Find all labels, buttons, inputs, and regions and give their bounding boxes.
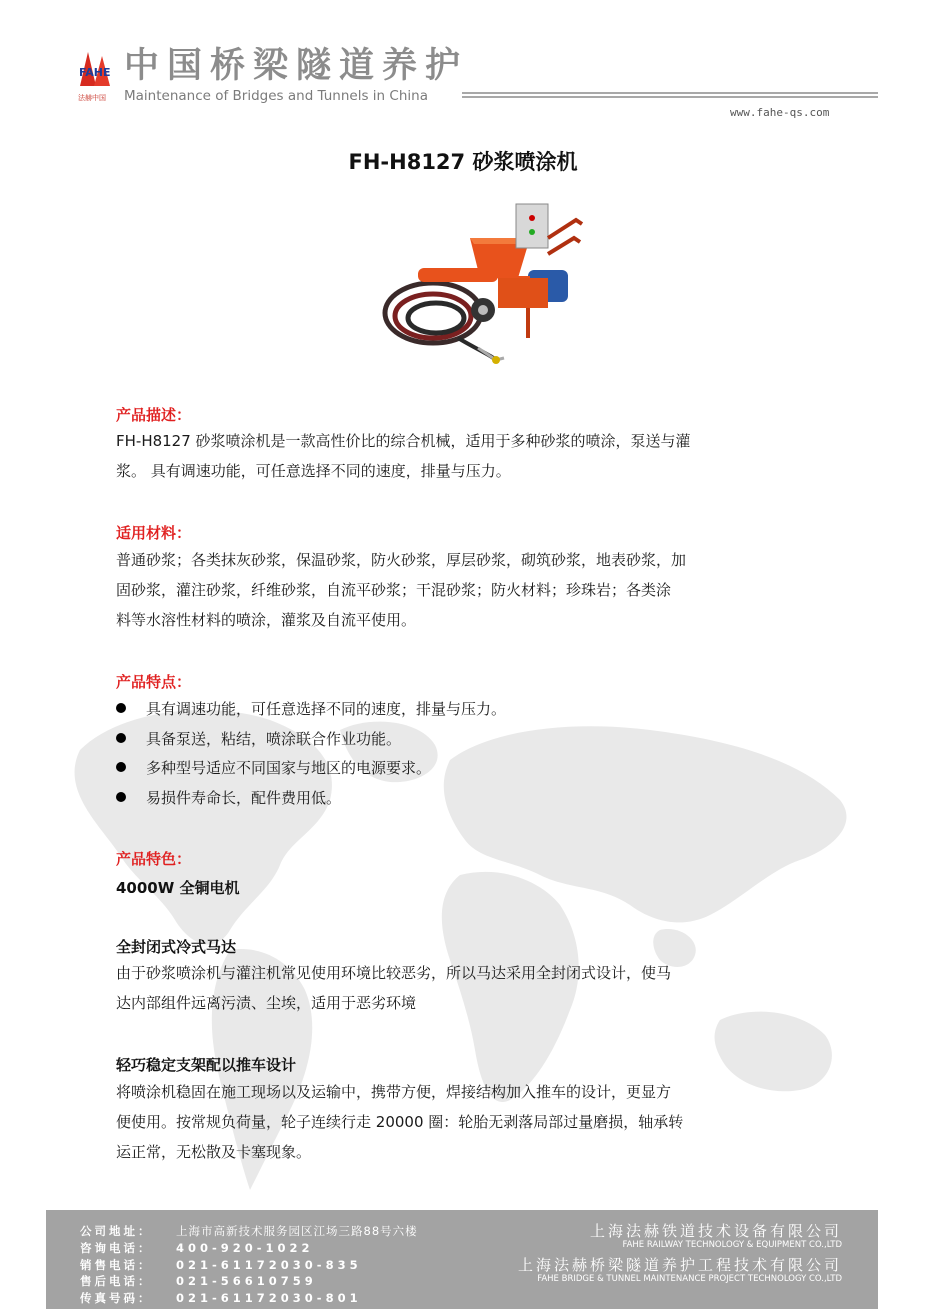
document-title: FH-H8127 砂浆喷涂机: [348, 150, 578, 174]
feature-item: 具有调速功能，可任意选择不同的速度，排量与压力。: [116, 699, 506, 719]
header-rule: [462, 92, 878, 102]
company-1-cn: 上海法赫铁道技术设备有限公司: [589, 1222, 842, 1240]
company-1: [590, 1222, 842, 1250]
cart-design-text: [116, 1077, 816, 1167]
materials-line: 料等水溶性材料的喷涂，灌浆及自流平使用。: [116, 611, 417, 629]
description-line: FH-H8127 砂浆喷涂机是一款高性价比的综合机械，适用于多种砂浆的喷涂，泵送与灌: [116, 432, 691, 450]
logo-sub: 法赫中国: [78, 94, 106, 102]
section-label-features: 产品特点：: [116, 673, 192, 691]
bullet-dot-icon: [116, 762, 126, 772]
sealed-line: 由于砂浆喷涂机与灌注机常见使用环境比较恶劣，所以马达采用全封闭式设计，使马: [116, 964, 672, 982]
bullet-dot-icon: [116, 703, 126, 713]
company-2-en: FAHE BRIDGE & TUNNEL MAINTENANCE PROJECT TECHNOLOGY CO.,LTD: [537, 1274, 842, 1284]
sealed-motor-text: [116, 958, 816, 1018]
company-2-cn: 上海法赫桥梁隧道养护工程技术有限公司: [517, 1256, 842, 1274]
footer-consult-phone: 咨询电话： 400-920-1022: [80, 1241, 314, 1255]
fahe-logo: [76, 46, 118, 104]
footer-fax: 传真号码： 021-61172030-801: [80, 1291, 362, 1305]
description-text: [116, 426, 816, 486]
motor-heading: 4000W 全铜电机: [116, 879, 240, 897]
cart-design-heading: 轻巧稳定支架配以推车设计: [116, 1056, 297, 1074]
feature-item: 易损件寿命长，配件费用低。: [116, 788, 341, 808]
header-title-cn: 中国桥梁隧道养护: [124, 46, 469, 86]
footer-sales-phone: 销售电话： 021-61172030-835: [80, 1258, 362, 1272]
footer-contact-bar: [46, 1210, 878, 1309]
mortar-sprayer-image: [378, 198, 588, 376]
website-url[interactable]: www.fahe-qs.com: [730, 106, 830, 119]
feature-item: 具备泵送，粘结，喷涂联合作业功能。: [116, 729, 401, 749]
materials-line: 普通砂浆；各类抹灰砂浆，保温砂浆，防火砂浆，厚层砂浆，砌筑砂浆，地表砂浆，加: [116, 551, 687, 569]
feature-item: 多种型号适应不同国家与地区的电源要求。: [116, 758, 431, 778]
sealed-motor-heading: 全封闭式冷式马达: [116, 938, 237, 956]
sealed-line: 达内部组件远离污渍、尘埃，适用于恶劣环境: [116, 994, 417, 1012]
materials-line: 固砂浆，灌注砂浆，纤维砂浆，自流平砂浆；干混砂浆；防火材料；珍珠岩；各类涂: [116, 581, 672, 599]
bullet-dot-icon: [116, 733, 126, 743]
bullet-dot-icon: [116, 792, 126, 802]
header-title-en: Maintenance of Bridges and Tunnels in China: [124, 88, 428, 104]
materials-text: [116, 545, 816, 635]
cart-line: 便使用。按常规负荷量，轮子连续行走 20000 圈：轮胎无剥落局部过量磨损，轴承转: [116, 1113, 684, 1131]
section-label-materials: 适用材料：: [116, 524, 192, 542]
description-line: 浆。 具有调速功能，可任意选择不同的速度，排量与压力。: [116, 462, 511, 480]
cart-line: 将喷涂机稳固在施工现场以及运输中，携带方便，焊接结构加入推车的设计，更显方: [116, 1083, 672, 1101]
footer-service-phone: 售后电话： 021-56610759: [80, 1274, 317, 1288]
cart-line: 运正常，无松散及卡塞现象。: [116, 1143, 312, 1161]
footer-address: 公司地址： 上海市高新技术服务园区江场三路88号六楼: [80, 1224, 418, 1238]
logo-text: FAHE: [79, 66, 111, 79]
company-1-en: FAHE RAILWAY TECHNOLOGY & EQUIPMENT CO.,LTD: [622, 1240, 842, 1250]
section-label-highlights: 产品特色：: [116, 850, 192, 868]
section-label-description: 产品描述：: [116, 406, 192, 424]
company-2: [518, 1256, 842, 1284]
